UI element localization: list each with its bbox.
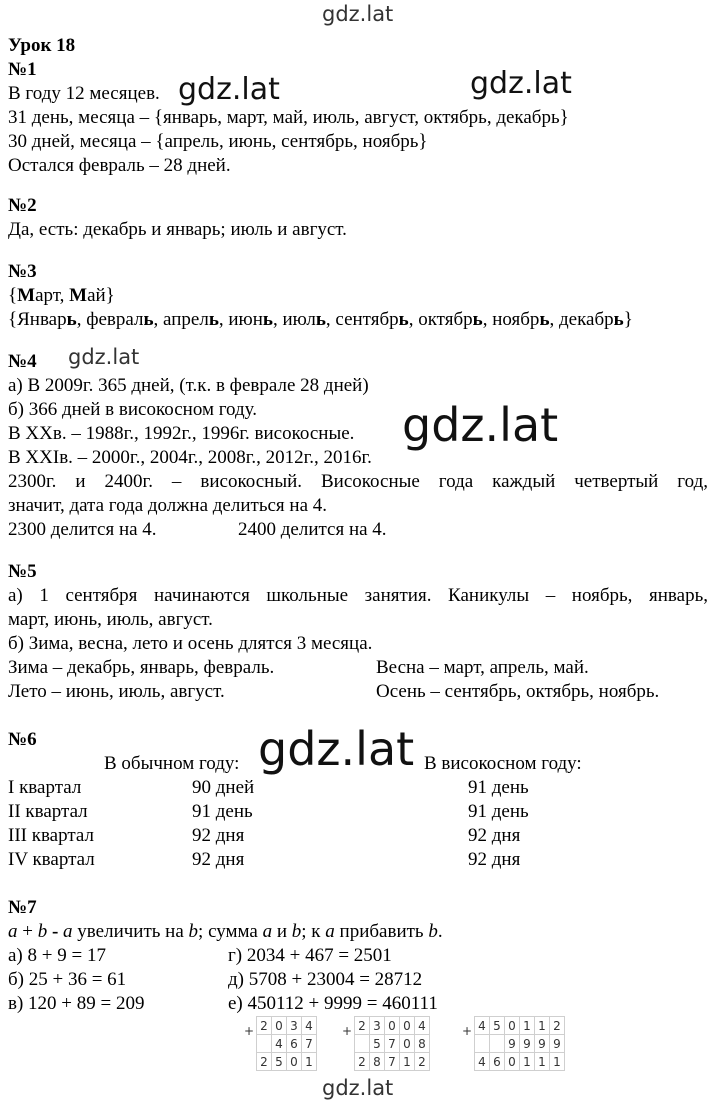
month-text: , ноябр [482,309,540,330]
grid-addend-row [355,1017,430,1035]
text-mai: ай} [87,285,115,306]
quarter-1-normal: 90 дней [192,777,255,798]
task-1-label: №1 [8,59,37,80]
grid-digit: 6 [287,1035,302,1053]
grid-digit [355,1035,370,1053]
var-b: b [291,921,302,942]
grid-digit: 9 [520,1035,535,1053]
example-a: а) 8 + 9 = 17 [8,945,106,966]
var-a: a [262,921,273,942]
grid-digit: 0 [272,1017,287,1035]
month-text: {Январ [8,309,67,330]
grid-digit: 0 [400,1035,415,1053]
soft-sign: ь [472,309,483,330]
grid-digit: 1 [400,1053,415,1071]
task-4-label: №4 [8,351,37,372]
grid-addend-row [475,1035,565,1053]
example-g: г) 2034 + 467 = 2501 [228,945,392,966]
grid-digit: 6 [490,1053,505,1071]
grid-digit: 9 [535,1035,550,1053]
task-5-line-3: б) Зима, весна, лето и осень длятся 3 месяца. [8,633,373,654]
task-7-label: №7 [8,897,37,918]
month-text: , сентябр [325,309,399,330]
var-a: a [325,921,335,942]
season-spring: Весна – март, апрель, май. [376,657,589,678]
quarter-4-leap: 92 дня [468,849,521,870]
task-3-label: №3 [8,261,37,282]
quarter-3-leap: 92 дня [468,825,521,846]
month-text: , июн [218,309,263,330]
task-4-line-1: а) В 2009г. 365 дней, (т.к. в феврале 28 дней) [8,375,369,396]
grid-digit: 1 [550,1053,565,1071]
letter-m-1: М [17,285,36,306]
example-b: б) 25 + 36 = 61 [8,969,127,990]
grid-sum-row [257,1053,317,1071]
watermark-4: gdz.lat [402,398,559,452]
grid-digit: 9 [505,1035,520,1053]
task-1-line-4: Остался февраль – 28 дней. [8,155,231,176]
task-5-line-2: март, июнь, июль, август. [8,609,213,630]
grid-digit: 7 [302,1035,317,1053]
grid-digit: 1 [535,1017,550,1035]
grid-digit: 2 [355,1053,370,1071]
grid-digit: 5 [272,1053,287,1071]
month-text: , июл [272,309,316,330]
season-summer: Лето – июнь, июль, август. [8,681,225,702]
quarter-2-leap: 91 день [468,801,529,822]
grid-digit: 4 [475,1017,490,1035]
soft-sign: ь [613,309,624,330]
month-text: } [623,309,633,330]
quarter-1-label: I квартал [8,777,82,798]
grid-sum-row [355,1053,430,1071]
column-addition-1 [256,1016,317,1071]
rule-text: . [437,921,443,942]
var-b: b [188,921,199,942]
soft-sign: ь [398,309,409,330]
season-winter: Зима – декабрь, январь, февраль. [8,657,275,678]
grid-digit: 0 [505,1017,520,1035]
plus-sign-2: + [342,1024,353,1038]
task-1-line-1: В году 12 месяцев. [8,83,160,104]
quarter-3-label: III квартал [8,825,94,846]
header-leap-year: В високосном году: [424,753,582,774]
month-text: , феврал [76,309,144,330]
task-5-label: №5 [8,561,37,582]
rule-text: увеличить на [72,921,189,942]
task-4-line-4: В XXIв. – 2000г., 2004г., 2008г., 2012г., 2016г. [8,447,372,468]
grid-digit: 2 [355,1017,370,1035]
grid-digit: 8 [415,1035,430,1053]
season-autumn: Осень – сентябрь, октябрь, ноябрь. [376,681,660,702]
example-v: в) 120 + 89 = 209 [8,993,145,1014]
grid-digit: 5 [370,1035,385,1053]
task-2-line-1: Да, есть: декабрь и январь; июль и август. [8,219,347,240]
task-1-line-2: 31 день, месяца – {январь, март, май, июль, август, октябрь, декабрь} [8,107,569,128]
grid-digit: 1 [302,1053,317,1071]
grid-digit: 2 [550,1017,565,1035]
plus-sign-3: + [462,1024,473,1038]
watermark-bottom: gdz.lat [322,1076,394,1100]
grid-addend-row [355,1035,430,1053]
grid-digit: 5 [490,1017,505,1035]
grid-digit: 4 [272,1035,287,1053]
soft-sign: ь [262,309,273,330]
grid-digit: 1 [520,1053,535,1071]
grid-digit: 2 [257,1053,272,1071]
grid-addend-row [257,1017,317,1035]
grid-digit: 7 [385,1035,400,1053]
plus-sign-1: + [244,1024,255,1038]
soft-sign: ь [315,309,326,330]
grid-digit: 9 [550,1035,565,1053]
watermark-1: gdz.lat [178,72,280,107]
grid-addend-row [475,1017,565,1035]
task-6-label: №6 [8,729,37,750]
grid-sum-row [475,1053,565,1071]
grid-digit: 0 [400,1017,415,1035]
brace-open: { [8,285,18,306]
column-addition-3 [474,1016,565,1071]
grid-digit: 0 [385,1017,400,1035]
grid-digit: 0 [287,1053,302,1071]
soft-sign: ь [143,309,154,330]
month-text: , апрел [153,309,209,330]
grid-digit [490,1035,505,1053]
grid-digit: 3 [370,1017,385,1035]
task-3-line-1 [8,284,115,308]
grid-digit: 0 [505,1053,520,1071]
watermark-3: gdz.lat [68,345,140,369]
grid-digit: 2 [415,1053,430,1071]
column-addition-2 [354,1016,430,1071]
var-a: a [63,921,73,942]
watermark-top: gdz.lat [322,2,394,26]
grid-digit: 7 [385,1053,400,1071]
month-text: , октябр [408,309,473,330]
grid-addend-row [257,1035,317,1053]
grid-digit: 2 [257,1017,272,1035]
task-1-line-3: 30 дней, месяца – {апрель, июнь, сентябрь, ноябрь} [8,131,428,152]
quarter-3-normal: 92 дня [192,825,245,846]
var-a: a [8,921,18,942]
quarter-2-normal: 91 день [192,801,253,822]
op-minus: - [47,921,64,942]
op-plus: + [17,921,38,942]
task-4-line-5: 2300г. и 2400г. – високосный. Високосные года каждый четвертый год, [8,471,708,492]
var-b: b [428,921,438,942]
grid-digit: 4 [415,1017,430,1035]
rule-text: прибавить [334,921,429,942]
quarter-4-normal: 92 дня [192,849,245,870]
watermark-5: gdz.lat [258,722,415,776]
letter-m-2: М [69,285,88,306]
var-b: b [37,921,48,942]
soft-sign: ь [66,309,77,330]
example-d: д) 5708 + 23004 = 28712 [228,969,423,990]
soft-sign: ь [539,309,550,330]
lesson-title: Урок 18 [8,35,76,56]
grid-digit: 4 [302,1017,317,1035]
task-5-line-1: а) 1 сентября начинаются школьные занятия. Каникулы – ноябрь, январь, [8,585,708,606]
grid-digit: 4 [475,1053,490,1071]
grid-digit [257,1035,272,1053]
task-7-rule [8,920,443,944]
task-4-line-7-right: 2400 делится на 4. [238,519,387,540]
grid-digit [475,1035,490,1053]
task-4-line-2: б) 366 дней в високосном году. [8,399,258,420]
watermark-2: gdz.lat [470,66,572,101]
grid-digit: 1 [520,1017,535,1035]
rule-text: и [272,921,292,942]
rule-text: ; сумма [198,921,263,942]
task-4-line-7-left: 2300 делится на 4. [8,519,157,540]
rule-text: ; к [301,921,326,942]
example-e: е) 450112 + 9999 = 460111 [228,993,438,1014]
quarter-2-label: II квартал [8,801,88,822]
quarter-1-leap: 91 день [468,777,529,798]
quarter-4-label: IV квартал [8,849,95,870]
text-mart: арт, [35,285,70,306]
task-4-line-6: значит, дата года должна делиться на 4. [8,495,328,516]
task-3-line-2 [8,308,633,332]
task-4-line-3: В XXв. – 1988г., 1992г., 1996г. високосные. [8,423,355,444]
soft-sign: ь [208,309,219,330]
month-text: , декабр [549,309,614,330]
grid-digit: 8 [370,1053,385,1071]
task-2-label: №2 [8,195,37,216]
grid-digit: 3 [287,1017,302,1035]
grid-digit: 1 [535,1053,550,1071]
header-normal-year: В обычном году: [104,753,240,774]
